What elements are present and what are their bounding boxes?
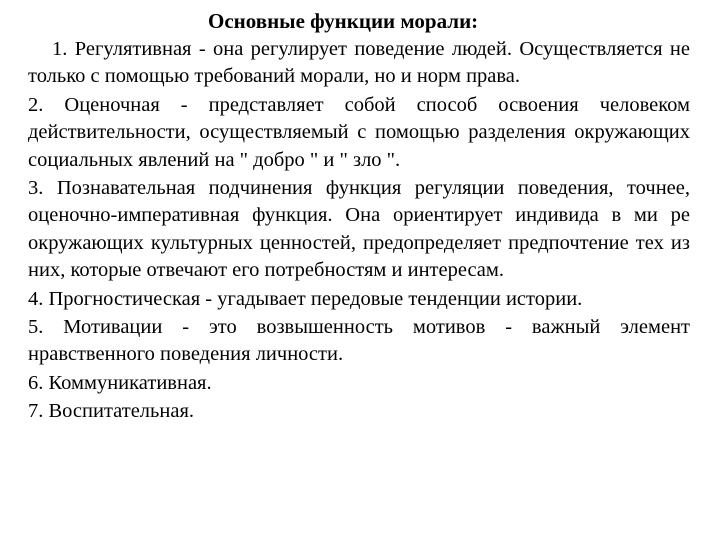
page-title: Основные функции морали: <box>208 9 479 33</box>
list-item: 6. Коммуникативная. <box>28 371 212 394</box>
list-item: 1. Регулятивная - она регулирует поведение людей. Осуществляется не только с помощью требований морали, но и норм права. <box>28 38 690 88</box>
list-item: 4. Прогностическая - угадывает передовые тенденции истории. <box>28 287 583 310</box>
list-item: 5. Мотивации - это возвышенность мотивов - важный элемент нравственного поведения личности. <box>28 316 690 366</box>
functions-list <box>28 36 690 426</box>
list-item: 2. Оценочная - представляет собой способ освоения человеком действительности, осуществляемый с помощью разделения окружающих социальных явлений на " добро " и " зло ". <box>28 93 690 171</box>
list-item: 3. Познавательная подчинения функция регуляции поведения, точнее, оценочно-императивная функция. Она ориентирует индивида в ми ре окружающих культурных ценностей, предопределяет предпочтение тех из них, которые отвечают его потребностям и интересам. <box>28 177 690 282</box>
list-item: 7. Воспитательная. <box>28 400 195 423</box>
